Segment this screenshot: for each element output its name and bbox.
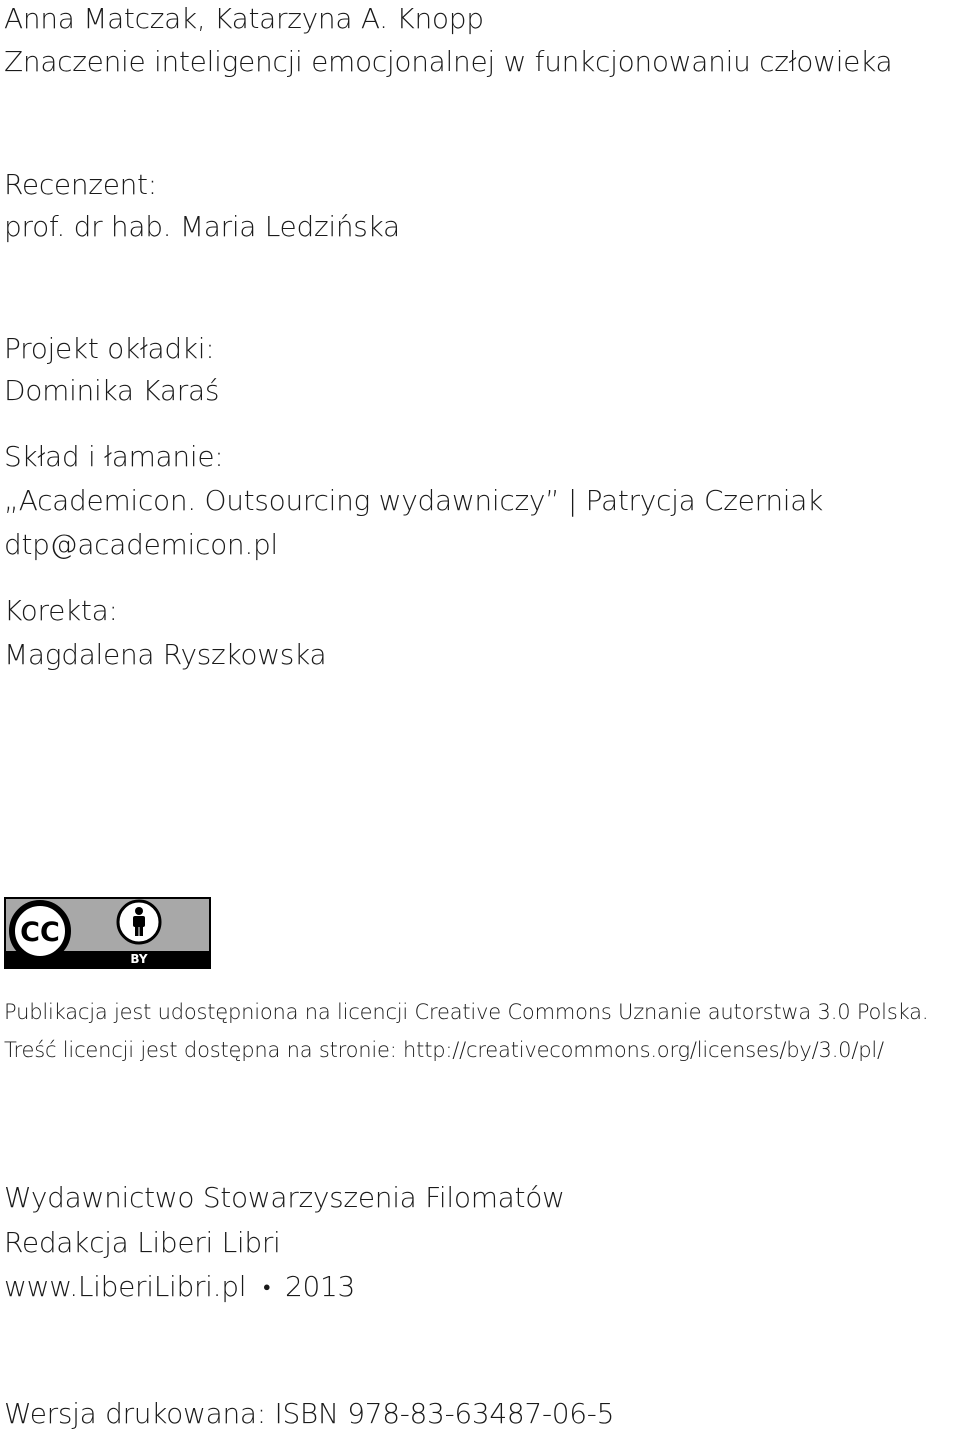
publisher-website[interactable]: www.LiberiLibri.pl	[4, 1270, 247, 1303]
isbn: Wersja drukowana: ISBN 978-83-63487-06-5	[4, 1397, 615, 1430]
typesetting-name: „Academicon. Outsourcing wydawniczy” | Patrycja Czerniak	[4, 484, 824, 517]
reviewer-label: Recenzent:	[4, 168, 157, 201]
typesetting-email: dtp@academicon.pl	[4, 528, 278, 561]
license-line-2: Treść licencji jest dostępna na stronie: http://creativecommons.org/licenses/by/3.0/pl/	[4, 1038, 884, 1062]
publisher-website-line	[4, 1270, 355, 1305]
proofreading-name: Magdalena Ryszkowska	[4, 638, 327, 671]
typesetting-label: Skład i łamanie:	[4, 440, 224, 473]
cover-name: Dominika Karaś	[4, 374, 220, 407]
publication-year: 2013	[284, 1270, 356, 1303]
publisher-editorial: Redakcja Liberi Libri	[4, 1226, 281, 1259]
cc-icon	[12, 903, 68, 959]
book-title: Znaczenie inteligencji emocjonalnej w funkcjonowaniu człowieka	[4, 45, 893, 78]
authors: Anna Matczak, Katarzyna A. Knopp	[4, 2, 484, 35]
cc-by-license-badge	[4, 897, 211, 969]
svg-text:CC: CC	[20, 917, 60, 948]
proofreading-label: Korekta:	[4, 594, 118, 627]
badge-by-label: BY	[130, 952, 148, 966]
reviewer-name: prof. dr hab. Maria Ledzińska	[4, 210, 400, 243]
attribution-person-icon	[118, 901, 160, 943]
bullet-separator: ●	[262, 1280, 271, 1295]
cover-label: Projekt okładki:	[4, 332, 215, 365]
license-line-1: Publikacja jest udostępniona na licencji Creative Commons Uznanie autorstwa 3.0 Polska.	[4, 1000, 929, 1024]
publisher-name: Wydawnictwo Stowarzyszenia Filomatów	[4, 1181, 565, 1214]
